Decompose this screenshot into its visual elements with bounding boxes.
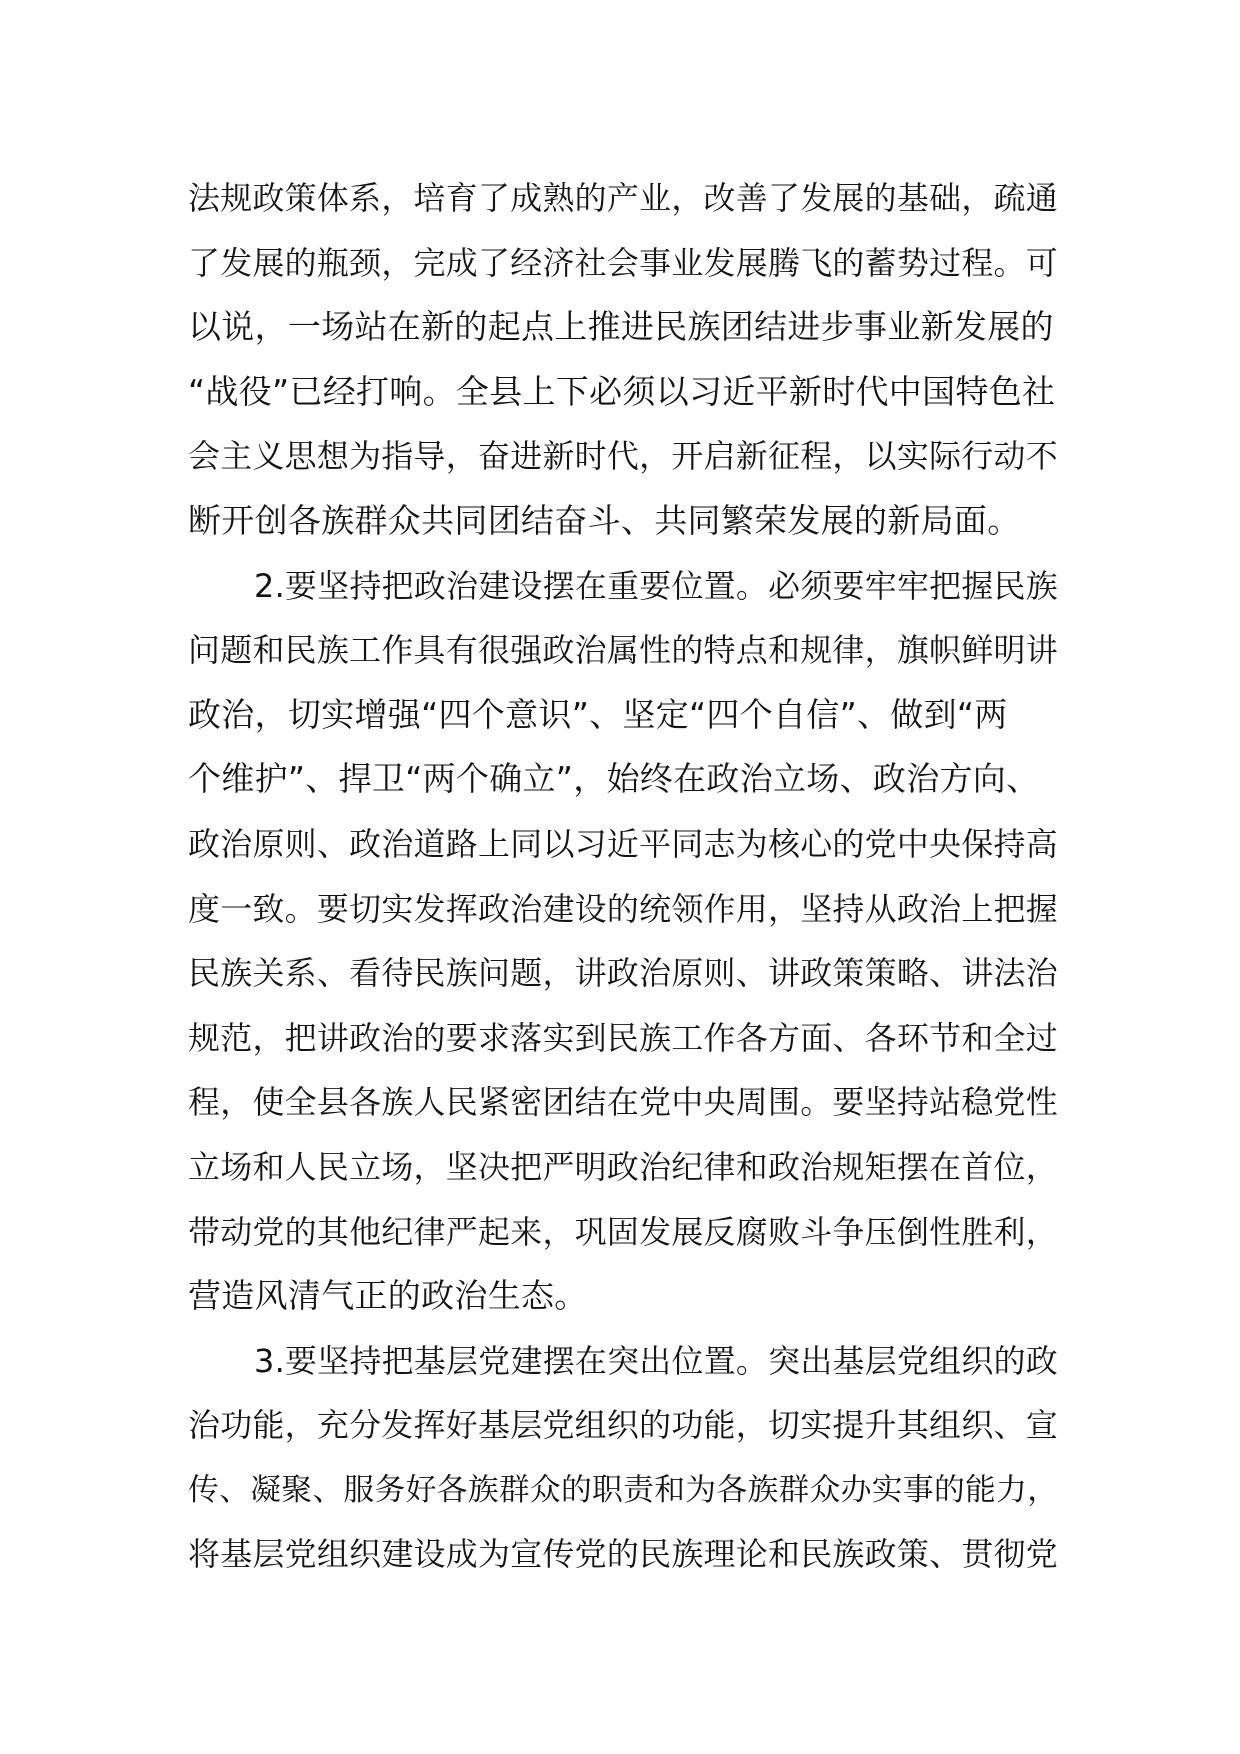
text-line: 问题和民族工作具有很强政治属性的特点和规律，旗帜鲜明讲 — [188, 631, 1058, 670]
text-line: 政治，切实增强“四个意识”、坚定“四个自信”、做到“两 — [188, 694, 1008, 734]
text-line: 会主义思想为指导，奋进新时代，开启新征程，以实际行动不 — [188, 437, 1058, 476]
text-line: 将基层党组织建设成为宣传党的民族理论和民族政策、贯彻党 — [188, 1535, 1058, 1574]
text-line: 个维护”、捍卫“两个确立”，始终在政治立场、政治方向、 — [188, 759, 1040, 799]
text-line: 传、凝聚、服务好各族群众的职责和为各族群众办实事的能力， — [188, 1471, 1059, 1508]
text-line: 营造风清气正的政治生态。 — [188, 1276, 588, 1316]
text-line: 度一致。要切实发挥政治建设的统领作用，坚持从政治上把握 — [188, 889, 1058, 928]
paragraph-3-heading-line: 3.要坚持把基层党建摆在突出位置。突出基层党组织的政 — [254, 1341, 1058, 1380]
text-line: 法规政策体系，培育了成熟的产业，改善了发展的基础，疏通 — [188, 179, 1058, 217]
text-line: 程，使全县各族人民紧密团结在党中央周围。要坚持站稳党性 — [188, 1083, 1058, 1122]
text-line: 立场和人民立场，坚决把严明政治纪律和政治规矩摆在首位， — [188, 1147, 1058, 1186]
text-line: “战役”已经打响。全县上下必须以习近平新时代中国特色社 — [188, 371, 1056, 411]
text-line: 民族关系、看待民族问题，讲政治原则、讲政策策略、讲法治 — [188, 954, 1058, 993]
text-line: 带动党的其他纪律严起来，巩固发展反腐败斗争压倒性胜利， — [188, 1212, 1058, 1251]
text-line: 治功能，充分发挥好基层党组织的功能，切实提升其组织、宣 — [188, 1406, 1058, 1445]
text-line: 政治原则、政治道路上同以习近平同志为核心的党中央保持高 — [188, 824, 1058, 863]
text-line: 以说，一场站在新的起点上推进民族团结进步事业新发展的 — [188, 307, 1054, 347]
document-body — [188, 166, 1058, 1587]
text-line: 了发展的瓶颈，完成了经济社会事业发展腾飞的蓄势过程。可 — [188, 243, 1058, 282]
text-line: 断开创各族群众共同团结奋斗、共同繁荣发展的新局面。 — [188, 500, 1021, 540]
text-line: 规范，把讲政治的要求落实到民族工作各方面、各环节和全过 — [188, 1018, 1058, 1057]
paragraph-2-heading-line: 2.要坚持把政治建设摆在重要位置。必须要牢牢把握民族 — [254, 566, 1058, 605]
